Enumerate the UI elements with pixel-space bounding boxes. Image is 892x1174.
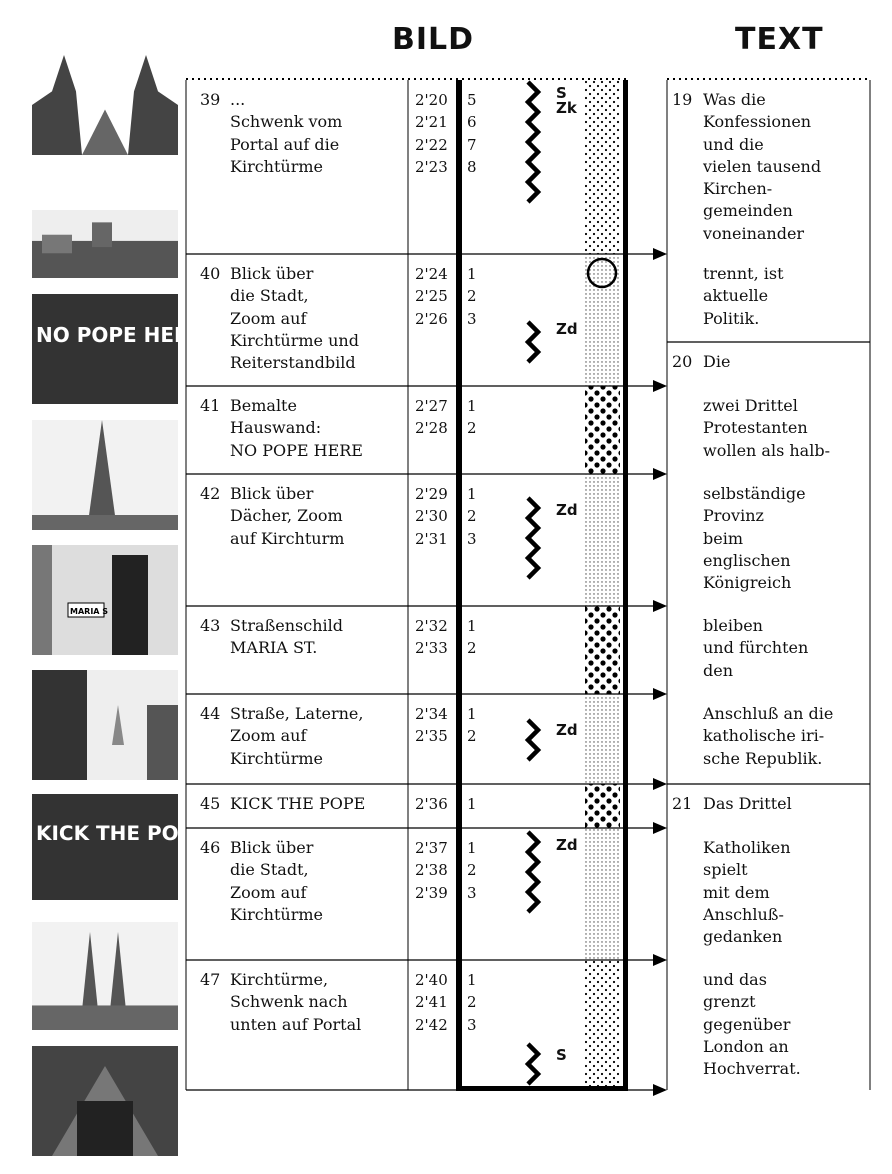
text-segment: Die [703, 352, 731, 371]
shot-number: 39 [200, 90, 221, 109]
shot-description: Bemalte Hauswand: NO POPE HERE [230, 396, 363, 460]
pattern-cell [585, 386, 620, 474]
second-count: 2 [467, 639, 477, 658]
pattern-cell [585, 606, 620, 694]
second-count: 2 [467, 861, 477, 880]
second-count: 6 [467, 113, 477, 132]
timecode: 2'35 [415, 727, 448, 746]
timecode: 2'32 [415, 617, 448, 635]
timecode: 2'30 [415, 507, 448, 526]
arrow-icon [653, 380, 667, 392]
text-segment-number: 19 [672, 90, 693, 109]
timecode: 2'41 [415, 993, 448, 1012]
timecode: 2'27 [415, 397, 448, 415]
timecode: 2'31 [415, 529, 448, 548]
second-count: 3 [467, 309, 477, 328]
zigzag-marker-icon [528, 832, 538, 912]
second-count: 1 [467, 265, 477, 283]
shot-number: 46 [200, 838, 221, 857]
camera-marker: Zd [556, 721, 578, 739]
camera-marker: Zd [556, 836, 578, 854]
timecode: 2'34 [415, 705, 448, 723]
second-count: 1 [467, 971, 477, 989]
text-segment: und das grenzt gegenüber London an Hochverrat. [703, 970, 801, 1079]
timecode: 2'29 [415, 485, 448, 503]
timecode: 2'22 [415, 135, 448, 154]
second-count: 7 [467, 135, 477, 154]
shot-description: Straße, Laterne, Zoom auf Kirchtürme [230, 704, 364, 768]
arrow-icon [653, 954, 667, 966]
text-segment-number: 20 [672, 352, 693, 371]
second-count: 1 [467, 795, 477, 813]
pattern-cell [585, 474, 620, 606]
second-count: 1 [467, 839, 477, 857]
timecode: 2'37 [415, 839, 448, 857]
zigzag-marker-icon [528, 720, 538, 760]
timecode: 2'26 [415, 309, 448, 328]
shot-description: Kirchtürme, Schwenk nach unten auf Portal [230, 970, 362, 1034]
timecode: 2'28 [415, 419, 448, 438]
shot-description: Blick über die Stadt, Zoom auf Kirchtürme und Reiterstandbild [230, 264, 359, 373]
timecode: 2'36 [415, 795, 448, 813]
text-segment: bleiben und fürchten den [703, 616, 809, 680]
svg-text:MARIA S: MARIA S [70, 607, 109, 616]
second-count: 2 [467, 727, 477, 746]
time-bar [456, 80, 462, 1090]
pattern-cell [585, 784, 620, 828]
second-count: 2 [467, 993, 477, 1012]
shot-description: Straßenschild MARIA ST. [230, 616, 343, 658]
text-segment: Was die Konfessionen und die vielen tausend Kirchen- gemeinden voneinander [703, 90, 822, 243]
timecode: 2'42 [415, 1015, 448, 1034]
camera-marker: S [556, 1046, 567, 1064]
text-segment: trennt, ist aktuelle Politik. [703, 264, 784, 328]
camera-marker: Zd [556, 501, 578, 519]
shot-description: KICK THE POPE [230, 794, 366, 813]
shot-description: Blick über Dächer, Zoom auf Kirchturm [230, 484, 345, 548]
shot-number: 47 [200, 970, 221, 989]
pattern-cell [585, 960, 620, 1090]
arrow-icon [653, 688, 667, 700]
shot-description: ... Schwenk vom Portal auf die Kirchtürme [230, 90, 343, 176]
text-header: TEXT [735, 22, 824, 57]
bild-header: BILD [392, 22, 475, 57]
pattern-cell [585, 80, 620, 254]
zigzag-marker-icon [528, 322, 538, 362]
shot-number: 45 [200, 794, 221, 813]
second-count: 2 [467, 287, 477, 306]
timecode: 2'33 [415, 639, 448, 658]
text-segment: zwei Drittel Protestanten wollen als halb- [703, 396, 830, 460]
second-count: 3 [467, 529, 477, 548]
text-segment: Das Drittel [703, 794, 792, 813]
zigzag-marker-icon [528, 498, 538, 578]
camera-marker: Zd [556, 320, 578, 338]
shot-number: 44 [200, 704, 221, 723]
shot-number: 41 [200, 396, 221, 415]
timecode: 2'38 [415, 861, 448, 880]
zigzag-marker-icon [528, 1044, 538, 1084]
second-count: 1 [467, 485, 477, 503]
second-count: 1 [467, 705, 477, 723]
second-count: 2 [467, 419, 477, 438]
second-count: 1 [467, 397, 477, 415]
text-segment: Anschluß an die katholische iri- sche Republik. [703, 704, 834, 768]
shot-description: Blick über die Stadt, Zoom auf Kirchtürme [230, 838, 324, 924]
arrow-icon [653, 468, 667, 480]
timecode: 2'20 [415, 91, 448, 109]
sound-bar [623, 80, 628, 1090]
second-count: 8 [467, 157, 477, 176]
timecode: 2'25 [415, 287, 448, 306]
arrow-icon [653, 600, 667, 612]
arrow-icon [653, 778, 667, 790]
text-segment: selbständige Provinz beim englischen Königreich [703, 484, 806, 593]
svg-text:KICK THE POPE: KICK THE POPE [36, 822, 207, 846]
arrow-icon [653, 248, 667, 260]
arrow-icon [653, 822, 667, 834]
second-count: 1 [467, 617, 477, 635]
zigzag-marker-icon [528, 82, 538, 202]
text-segment-number: 21 [672, 794, 693, 813]
pattern-cell [585, 694, 620, 784]
timecode: 2'39 [415, 883, 448, 902]
second-count: 5 [467, 91, 477, 109]
timecode: 2'40 [415, 971, 448, 989]
text-segment: Katholiken spielt mit dem Anschluß- gedanken [703, 838, 791, 947]
second-count: 2 [467, 507, 477, 526]
second-count: 3 [467, 1015, 477, 1034]
timecode: 2'21 [415, 113, 448, 132]
camera-marker: S Zk [556, 84, 577, 117]
timecode: 2'24 [415, 265, 448, 283]
pattern-cell [585, 828, 620, 960]
timecode: 2'23 [415, 157, 448, 176]
arrow-icon [653, 1084, 667, 1096]
shot-number: 42 [200, 484, 221, 503]
second-count: 3 [467, 883, 477, 902]
shot-number: 40 [200, 264, 221, 283]
shot-number: 43 [200, 616, 221, 635]
svg-text:NO POPE HERE: NO POPE HERE [36, 323, 204, 347]
